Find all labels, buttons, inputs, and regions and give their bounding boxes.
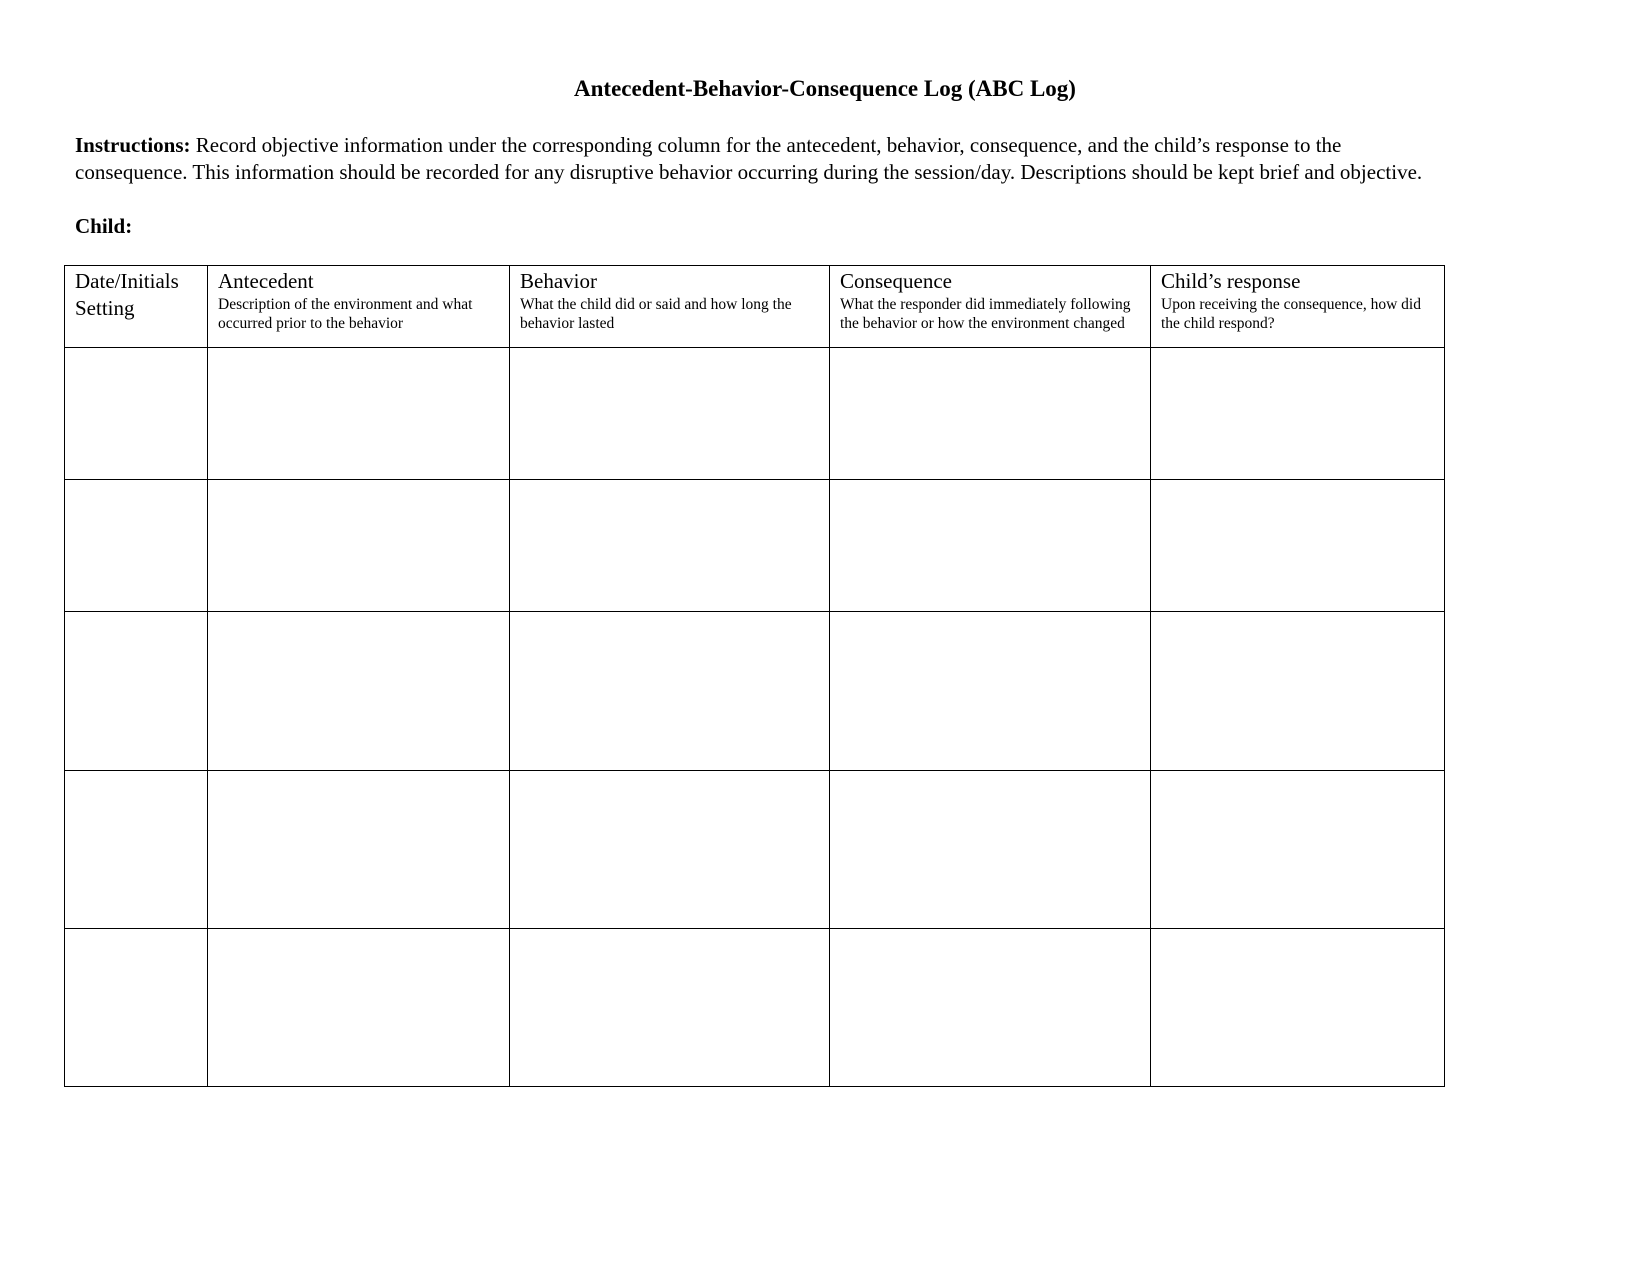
table-cell-antecedent[interactable] [208,612,510,771]
column-title: Consequence [840,269,952,293]
table-cell-date-initials-setting[interactable] [65,929,208,1087]
table-cell-consequence[interactable] [830,348,1151,480]
instructions-paragraph [75,132,1615,186]
column-header-behavior [510,266,830,348]
instructions-label: Instructions: [75,133,191,157]
page-title: Antecedent-Behavior-Consequence Log (ABC Log) [574,76,1076,101]
instructions-text-2: consequence. This information should be recorded for any disruptive behavior occurring during the session/day. Descriptions should be kept brief and objective. [75,160,1423,184]
cell-entry[interactable] [65,348,207,479]
cell-entry[interactable] [208,771,509,928]
column-title: Date/Initials [75,269,179,293]
table-cell-date-initials-setting[interactable] [65,612,208,771]
cell-entry[interactable] [830,929,1150,1086]
column-title: Behavior [520,269,597,293]
cell-entry[interactable] [510,348,829,479]
table-header-row [65,266,1445,348]
cell-entry[interactable] [208,929,509,1086]
cell-entry[interactable] [1151,612,1444,770]
table-cell-behavior[interactable] [510,480,830,612]
table-cell-antecedent[interactable] [208,348,510,480]
table-cell-antecedent[interactable] [208,929,510,1087]
cell-entry[interactable] [65,771,207,928]
cell-entry[interactable] [65,612,207,770]
cell-entry[interactable] [1151,771,1444,928]
table-row [65,612,1445,771]
cell-entry[interactable] [208,612,509,770]
cell-entry[interactable] [208,348,509,479]
column-header-date-initials-setting [65,266,208,348]
table-cell-date-initials-setting[interactable] [65,771,208,929]
column-title: Antecedent [218,269,314,293]
cell-entry[interactable] [65,480,207,611]
cell-entry[interactable] [1151,929,1444,1086]
cell-entry[interactable] [830,612,1150,770]
column-header-antecedent [208,266,510,348]
column-description: What the responder did immediately following the behavior or how the environment changed [840,296,1131,332]
instructions-text-1: Record objective information under the corresponding column for the antecedent, behavior, consequence, and the child’s response to the [195,133,1342,157]
cell-entry[interactable] [510,612,829,770]
table-row [65,771,1445,929]
table-row [65,480,1445,612]
abc-log-table [64,265,1445,1087]
table-cell-antecedent[interactable] [208,771,510,929]
child-label: Child: [75,214,133,238]
column-title: Child’s response [1161,269,1301,293]
cell-entry[interactable] [510,480,829,611]
table-cell-childs-response[interactable] [1151,929,1445,1087]
table-cell-childs-response[interactable] [1151,480,1445,612]
cell-entry[interactable] [1151,480,1444,611]
table-row [65,929,1445,1087]
cell-entry[interactable] [510,771,829,928]
table-cell-behavior[interactable] [510,348,830,480]
table-row [65,348,1445,480]
cell-entry[interactable] [208,480,509,611]
table-cell-consequence[interactable] [830,480,1151,612]
table-cell-childs-response[interactable] [1151,771,1445,929]
cell-entry[interactable] [510,929,829,1086]
cell-entry[interactable] [65,929,207,1086]
column-header-consequence [830,266,1151,348]
cell-entry[interactable] [1151,348,1444,479]
table-cell-date-initials-setting[interactable] [65,480,208,612]
table-cell-behavior[interactable] [510,929,830,1087]
cell-entry[interactable] [830,480,1150,611]
table-cell-childs-response[interactable] [1151,612,1445,771]
cell-entry[interactable] [830,348,1150,479]
column-header-childs-response [1151,266,1445,348]
table-cell-consequence[interactable] [830,612,1151,771]
table-cell-consequence[interactable] [830,929,1151,1087]
table-cell-date-initials-setting[interactable] [65,348,208,480]
column-description: Upon receiving the consequence, how did the child respond? [1161,296,1421,332]
table-cell-behavior[interactable] [510,771,830,929]
instructions-line-1 [75,132,1615,159]
table-cell-behavior[interactable] [510,612,830,771]
column-description: Description of the environment and what occurred prior to the behavior [218,296,473,332]
table-cell-consequence[interactable] [830,771,1151,929]
column-description: What the child did or said and how long the behavior lasted [520,296,792,332]
table-cell-antecedent[interactable] [208,480,510,612]
table-cell-childs-response[interactable] [1151,348,1445,480]
column-title-line-2: Setting [75,296,135,320]
cell-entry[interactable] [830,771,1150,928]
